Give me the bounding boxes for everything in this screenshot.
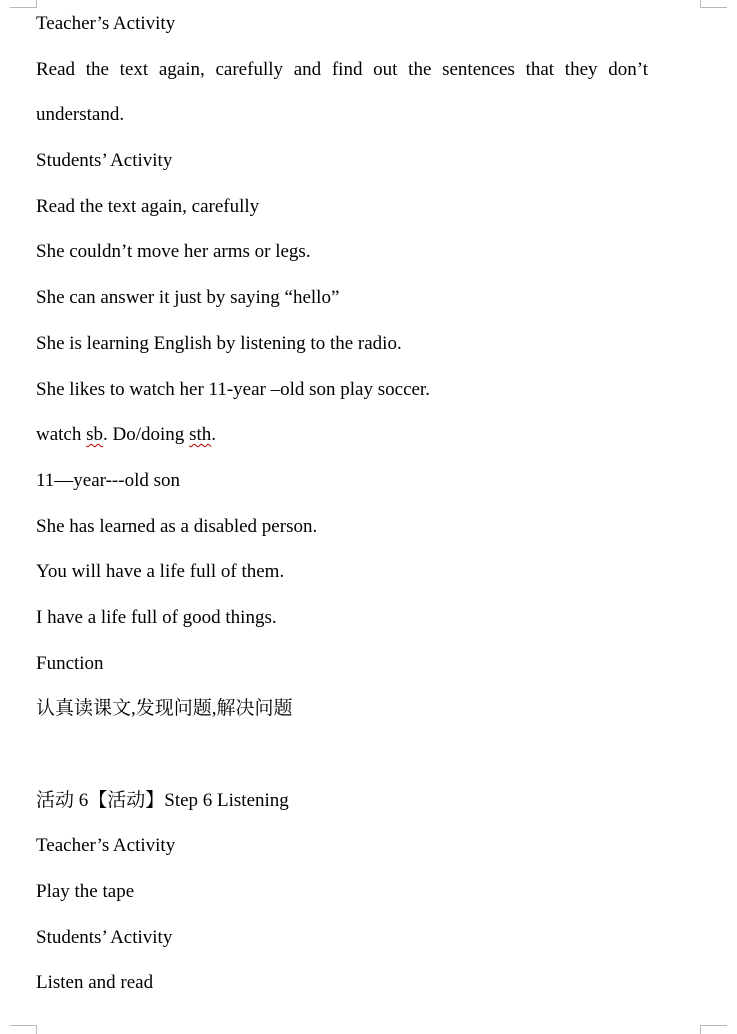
- paragraph: Function: [36, 652, 104, 674]
- paragraph: She couldn’t move her arms or legs.: [36, 241, 311, 263]
- paragraph: understand.: [36, 104, 125, 126]
- paragraph: Students’ Activity: [36, 150, 173, 172]
- paragraph: She can answer it just by saying “hello”: [36, 287, 340, 309]
- spellcheck-flagged-word: sb: [86, 424, 104, 446]
- paragraph: She likes to watch her 11-year –old son play soccer.: [36, 378, 430, 400]
- paragraph: Students’ Activity: [36, 926, 173, 948]
- paragraph: She is learning English by listening to the radio.: [36, 332, 402, 354]
- text-run: . Do/doing: [103, 424, 190, 446]
- paragraph: Read the text again, carefully: [36, 195, 260, 217]
- spellcheck-flagged-word: sth: [189, 424, 212, 446]
- document-body: [36, 10, 676, 1015]
- text-run: watch: [36, 424, 87, 446]
- paragraph: 11—year---old son: [36, 469, 181, 491]
- empty-paragraph: [36, 741, 676, 787]
- paragraph: 认真读课文,发现问题,解决问题: [36, 698, 293, 720]
- page-corner-mark: [700, 0, 727, 8]
- text-run: .: [211, 424, 216, 446]
- section-heading: 活动 6【活动】Step 6 Listening: [36, 789, 289, 811]
- paragraph: Teacher’s Activity: [36, 835, 176, 857]
- page-corner-mark: [10, 0, 37, 8]
- paragraph: Teacher’s Activity: [36, 13, 176, 34]
- paragraph: Read the text again, carefully and find out the sentences that they don’t: [36, 58, 648, 80]
- paragraph: [36, 421, 676, 467]
- paragraph: Play the tape: [36, 881, 135, 903]
- paragraph: You will have a life full of them.: [36, 561, 285, 583]
- paragraph: Listen and read: [36, 972, 154, 994]
- paragraph: I have a life full of good things.: [36, 606, 277, 628]
- paragraph: She has learned as a disabled person.: [36, 515, 318, 537]
